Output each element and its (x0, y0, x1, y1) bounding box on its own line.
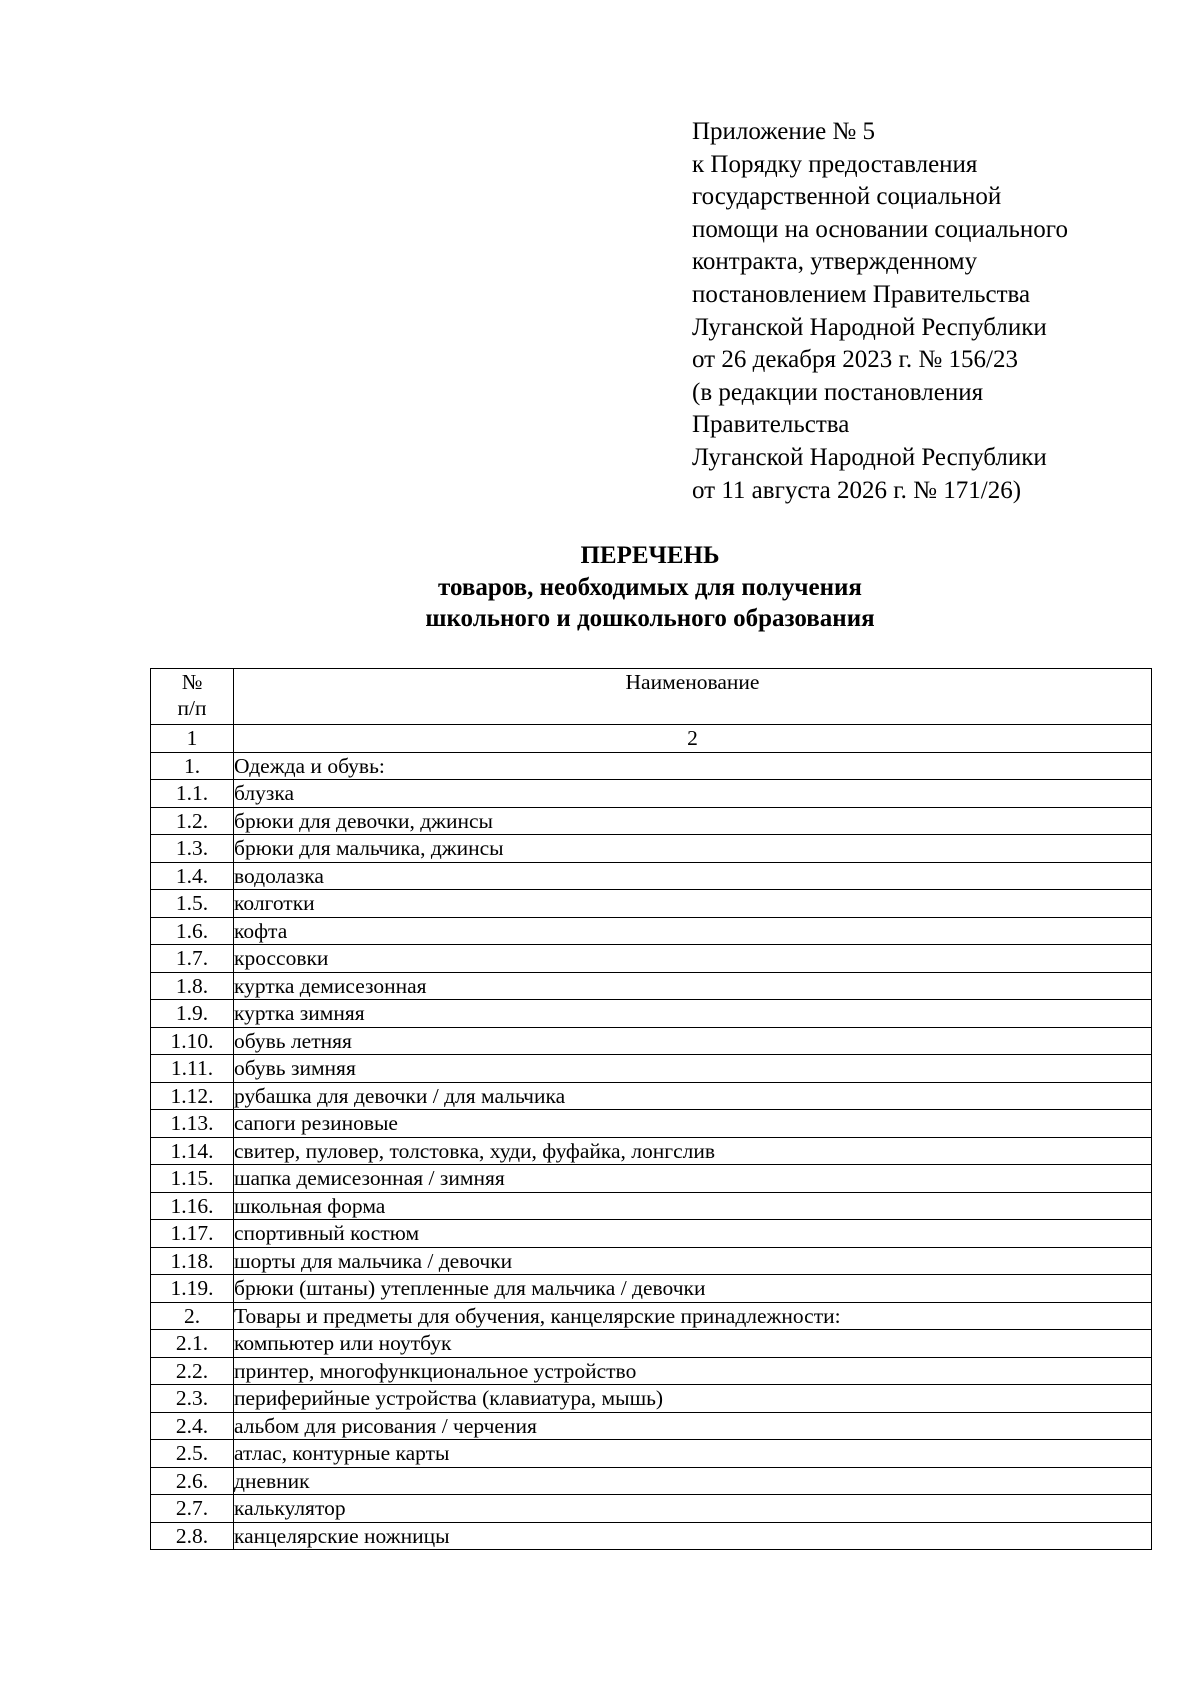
row-number-cell: 1. (151, 752, 234, 780)
row-number-cell: 1.4. (151, 862, 234, 890)
row-number-cell: 1.19. (151, 1275, 234, 1303)
table-row (151, 835, 1152, 863)
row-number-cell: 1.16. (151, 1192, 234, 1220)
document-subtitle-line: товаров, необходимых для получения (438, 573, 862, 601)
table-row (151, 1275, 1152, 1303)
row-number-cell: 2.3. (151, 1385, 234, 1413)
row-number-cell: 1.8. (151, 972, 234, 1000)
appendix-line: помощи на основании социального (692, 215, 1068, 243)
row-name-cell: кроссовки (234, 945, 1152, 973)
table-row (151, 945, 1152, 973)
table-body (151, 752, 1152, 1550)
row-number-cell: 2.1. (151, 1330, 234, 1358)
row-number-cell: 2.6. (151, 1467, 234, 1495)
row-number-cell: 2.5. (151, 1440, 234, 1468)
column-number-cell: 1 (151, 725, 234, 753)
row-name-cell: свитер, пуловер, толстовка, худи, фуфайка, лонгслив (234, 1137, 1152, 1165)
row-number-cell: 2.8. (151, 1522, 234, 1550)
row-name-cell: куртка зимняя (234, 1000, 1152, 1028)
row-name-cell: колготки (234, 890, 1152, 918)
row-name-cell: альбом для рисования / черчения (234, 1412, 1152, 1440)
table-row (151, 890, 1152, 918)
row-name-cell: атлас, контурные карты (234, 1440, 1152, 1468)
document-heading (150, 540, 1150, 635)
row-number-cell: 1.3. (151, 835, 234, 863)
table-row (151, 1302, 1152, 1330)
row-name-cell: дневник (234, 1467, 1152, 1495)
table-row (151, 1027, 1152, 1055)
row-number-cell: 2. (151, 1302, 234, 1330)
table-row (151, 1440, 1152, 1468)
column-number-cell: 2 (234, 725, 1152, 753)
table-row (151, 1247, 1152, 1275)
header-num-cell (151, 669, 234, 725)
row-name-cell: калькулятор (234, 1495, 1152, 1523)
appendix-line: Приложение № 5 (692, 118, 876, 145)
row-number-cell: 1.15. (151, 1165, 234, 1193)
table-row (151, 1357, 1152, 1385)
table-row (151, 972, 1152, 1000)
table-row (151, 780, 1152, 808)
table-row (151, 917, 1152, 945)
row-number-cell: 1.10. (151, 1027, 234, 1055)
row-number-cell: 1.11. (151, 1055, 234, 1083)
table-row (151, 1467, 1152, 1495)
appendix-block (692, 116, 1162, 507)
row-name-cell: спортивный костюм (234, 1220, 1152, 1248)
row-number-cell: 1.17. (151, 1220, 234, 1248)
table-row (151, 1110, 1152, 1138)
row-number-cell: 1.5. (151, 890, 234, 918)
row-name-cell: шорты для мальчика / девочки (234, 1247, 1152, 1275)
document-title: ПЕРЕЧЕНЬ (580, 542, 720, 569)
appendix-line: к Порядку предоставления (692, 150, 978, 178)
table-row (151, 1137, 1152, 1165)
table-row (151, 862, 1152, 890)
row-number-cell: 1.18. (151, 1247, 234, 1275)
row-name-cell: обувь зимняя (234, 1055, 1152, 1083)
row-name-cell: куртка демисезонная (234, 972, 1152, 1000)
row-name-cell: обувь летняя (234, 1027, 1152, 1055)
row-number-cell: 2.4. (151, 1412, 234, 1440)
table-row (151, 1082, 1152, 1110)
row-name-cell: рубашка для девочки / для мальчика (234, 1082, 1152, 1110)
row-name-cell: школьная форма (234, 1192, 1152, 1220)
row-number-cell: 1.12. (151, 1082, 234, 1110)
column-number-row (151, 725, 1152, 753)
appendix-line: от 26 декабря 2023 г. № 156/23 (692, 346, 1018, 374)
appendix-line: Луганской Народной Республики (692, 313, 1047, 341)
header-num-label: № (181, 670, 203, 694)
table-row (151, 1385, 1152, 1413)
row-number-cell: 1.2. (151, 807, 234, 835)
row-name-cell: периферийные устройства (клавиатура, мышь) (234, 1385, 1152, 1413)
row-name-cell: сапоги резиновые (234, 1110, 1152, 1138)
row-number-cell: 2.7. (151, 1495, 234, 1523)
row-name-cell: блузка (234, 780, 1152, 808)
table-row (151, 752, 1152, 780)
table-row (151, 1000, 1152, 1028)
table-row (151, 1165, 1152, 1193)
table-row (151, 1330, 1152, 1358)
row-name-cell: брюки для мальчика, джинсы (234, 835, 1152, 863)
appendix-line: государственной социальной (692, 183, 1002, 211)
row-number-cell: 1.14. (151, 1137, 234, 1165)
row-number-cell: 1.6. (151, 917, 234, 945)
table-row (151, 1522, 1152, 1550)
appendix-line: Правительства (692, 411, 850, 439)
row-number-cell: 1.1. (151, 780, 234, 808)
row-number-cell: 1.13. (151, 1110, 234, 1138)
row-name-cell: канцелярские ножницы (234, 1522, 1152, 1550)
table-row (151, 1055, 1152, 1083)
row-name-cell: шапка демисезонная / зимняя (234, 1165, 1152, 1193)
table-row (151, 807, 1152, 835)
items-table (150, 668, 1152, 1550)
appendix-line: (в редакции постановления (692, 378, 984, 406)
appendix-line: контракта, утвержденному (692, 248, 978, 276)
row-number-cell: 1.7. (151, 945, 234, 973)
row-name-cell: кофта (234, 917, 1152, 945)
table-row (151, 1220, 1152, 1248)
appendix-line: Луганской Народной Республики (692, 443, 1047, 471)
table-header-row (151, 669, 1152, 725)
header-name-cell: Наименование (234, 669, 1152, 725)
document-subtitle-line: школьного и дошкольного образования (425, 605, 875, 632)
table-row (151, 1192, 1152, 1220)
appendix-line: постановлением Правительства (692, 280, 1031, 308)
row-name-cell: компьютер или ноутбук (234, 1330, 1152, 1358)
row-number-cell: 1.9. (151, 1000, 234, 1028)
table-row (151, 1412, 1152, 1440)
row-name-cell: брюки (штаны) утепленные для мальчика / девочки (234, 1275, 1152, 1303)
table-row (151, 1495, 1152, 1523)
row-name-cell: водолазка (234, 862, 1152, 890)
row-name-cell: брюки для девочки, джинсы (234, 807, 1152, 835)
row-name-cell: Одежда и обувь: (234, 752, 1152, 780)
row-name-cell: Товары и предметы для обучения, канцелярские принадлежности: (234, 1302, 1152, 1330)
header-num-sublabel: п/п (177, 696, 207, 720)
row-number-cell: 2.2. (151, 1357, 234, 1385)
appendix-line: от 11 августа 2026 г. № 171/26) (692, 476, 1022, 504)
row-name-cell: принтер, многофункциональное устройство (234, 1357, 1152, 1385)
